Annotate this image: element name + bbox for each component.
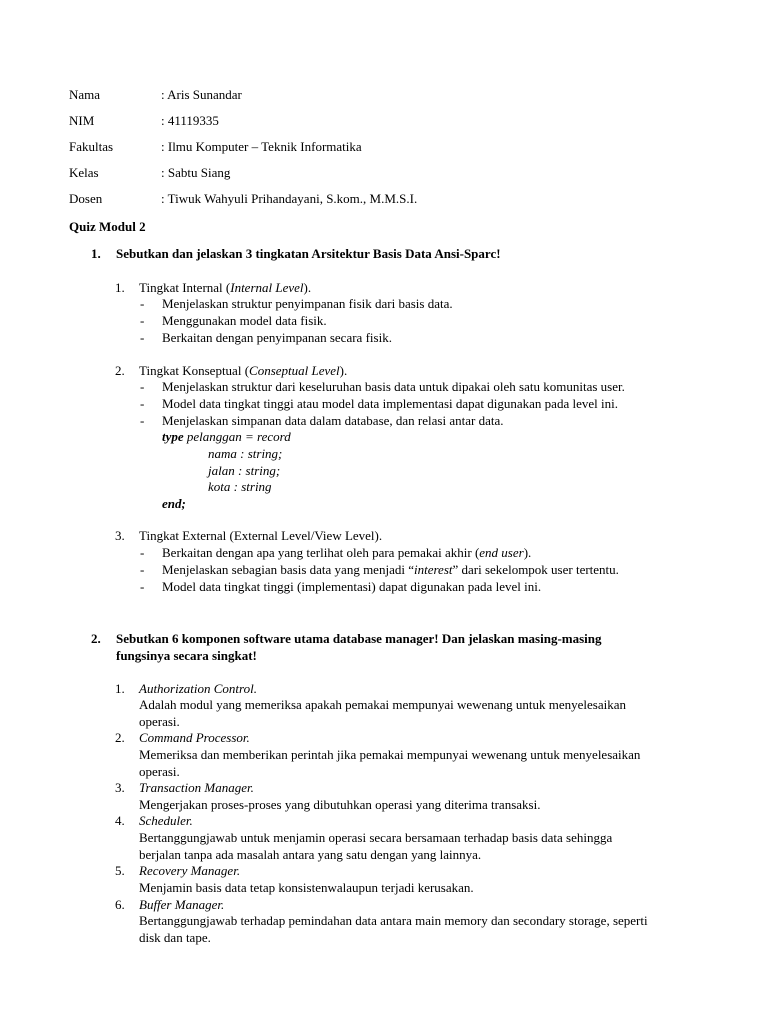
code-type-line: type pelanggan = record (162, 429, 291, 444)
q1-item-number: 2. (115, 363, 125, 378)
code-field: jalan : string; (208, 463, 281, 478)
bullet-dash: - (140, 313, 145, 328)
q2-item-desc: Memeriksa dan memberikan perintah jika pemakai mempunyai wewenang untuk menyelesaikan (139, 747, 641, 762)
q2-item-name: Buffer Manager. (139, 897, 225, 912)
q2-item-desc: Mengerjakan proses-proses yang dibutuhkan operasi yang diterima transaksi. (139, 797, 541, 812)
q2-item-number: 2. (115, 730, 125, 745)
value-fakultas: : Ilmu Komputer – Teknik Informatika (161, 139, 362, 154)
bullet-dash: - (140, 579, 145, 594)
label-nama: Nama (69, 87, 101, 102)
bullet-text: Model data tingkat tinggi (implementasi) dapat digunakan pada level ini. (162, 579, 542, 594)
q2-item-name: Authorization Control. (139, 681, 257, 696)
q1-item-number: 1. (115, 280, 125, 295)
bullet-dash: - (140, 396, 145, 411)
label-kelas: Kelas (69, 165, 99, 180)
q1-item-heading: Tingkat External (External Level/View Level). (139, 528, 383, 543)
q1-text: Sebutkan dan jelaskan 3 tingkatan Arsitektur Basis Data Ansi-Sparc! (116, 246, 501, 261)
bullet-text: Menjelaskan sebagian basis data yang menjadi “interest” dari sekelompok user tertentu. (162, 562, 619, 577)
q2-text-line2: fungsinya secara singkat! (116, 648, 257, 663)
q2-item-name: Recovery Manager. (139, 863, 241, 878)
q1-number: 1. (91, 246, 101, 261)
q2-text-line1: Sebutkan 6 komponen software utama database manager! Dan jelaskan masing-masing (116, 631, 602, 646)
bullet-text: Menjelaskan simpanan data dalam database, dan relasi antar data. (162, 413, 504, 428)
q2-item-desc: operasi. (139, 764, 180, 779)
label-fakultas: Fakultas (69, 139, 114, 154)
bullet-text: Berkaitan dengan penyimpanan secara fisik. (162, 330, 392, 345)
value-kelas: : Sabtu Siang (161, 165, 231, 180)
q2-item-desc: Bertanggungjawab untuk menjamin operasi secara bersamaan terhadap basis data sehingga (139, 830, 613, 845)
code-field: nama : string; (208, 446, 283, 461)
bullet-dash: - (140, 545, 145, 560)
q2-item-desc: Adalah modul yang memeriksa apakah pemakai mempunyai wewenang untuk menyelesaikan (139, 697, 626, 712)
q1-item-number: 3. (115, 528, 125, 543)
code-field: kota : string (208, 479, 272, 494)
bullet-text: Menjelaskan struktur penyimpanan fisik dari basis data. (162, 296, 453, 311)
q2-item-name: Scheduler. (139, 813, 193, 828)
bullet-dash: - (140, 296, 145, 311)
q2-item-desc: operasi. (139, 714, 180, 729)
bullet-dash: - (140, 413, 145, 428)
q2-item-number: 3. (115, 780, 125, 795)
bullet-dash: - (140, 562, 145, 577)
value-nama: : Aris Sunandar (161, 87, 242, 102)
q1-item-heading: Tingkat Konseptual (Conseptual Level). (139, 363, 348, 378)
label-nim: NIM (69, 113, 95, 128)
q2-item-desc: Menjamin basis data tetap konsistenwalaupun terjadi kerusakan. (139, 880, 474, 895)
q2-item-desc: disk dan tape. (139, 930, 211, 945)
bullet-text: Menjelaskan struktur dari keseluruhan basis data untuk dipakai oleh satu komunitas user. (162, 379, 625, 394)
q2-item-name: Transaction Manager. (139, 780, 254, 795)
code-end: end; (162, 496, 186, 511)
q2-item-number: 6. (115, 897, 125, 912)
q2-item-number: 4. (115, 813, 125, 828)
q1-item-heading: Tingkat Internal (Internal Level). (139, 280, 312, 295)
value-dosen: : Tiwuk Wahyuli Prihandayani, S.kom., M.M.S.I. (161, 191, 418, 206)
bullet-text: Model data tingkat tinggi atau model data implementasi dapat digunakan pada level ini. (162, 396, 618, 411)
q2-number: 2. (91, 631, 101, 646)
bullet-text: Menggunakan model data fisik. (162, 313, 327, 328)
q2-item-desc: berjalan tanpa ada masalah antara yang satu dengan yang lainnya. (139, 847, 482, 862)
bullet-text: Berkaitan dengan apa yang terlihat oleh para pemakai akhir (end user). (162, 545, 532, 560)
label-dosen: Dosen (69, 191, 103, 206)
value-nim: : 41119335 (161, 113, 219, 128)
q2-item-number: 1. (115, 681, 125, 696)
q2-item-desc: Bertanggungjawab terhadap pemindahan data antara main memory dan secondary storage, seperti (139, 913, 648, 928)
bullet-dash: - (140, 379, 145, 394)
bullet-dash: - (140, 330, 145, 345)
document-title: Quiz Modul 2 (69, 219, 146, 234)
q2-item-number: 5. (115, 863, 125, 878)
q2-item-name: Command Processor. (139, 730, 250, 745)
